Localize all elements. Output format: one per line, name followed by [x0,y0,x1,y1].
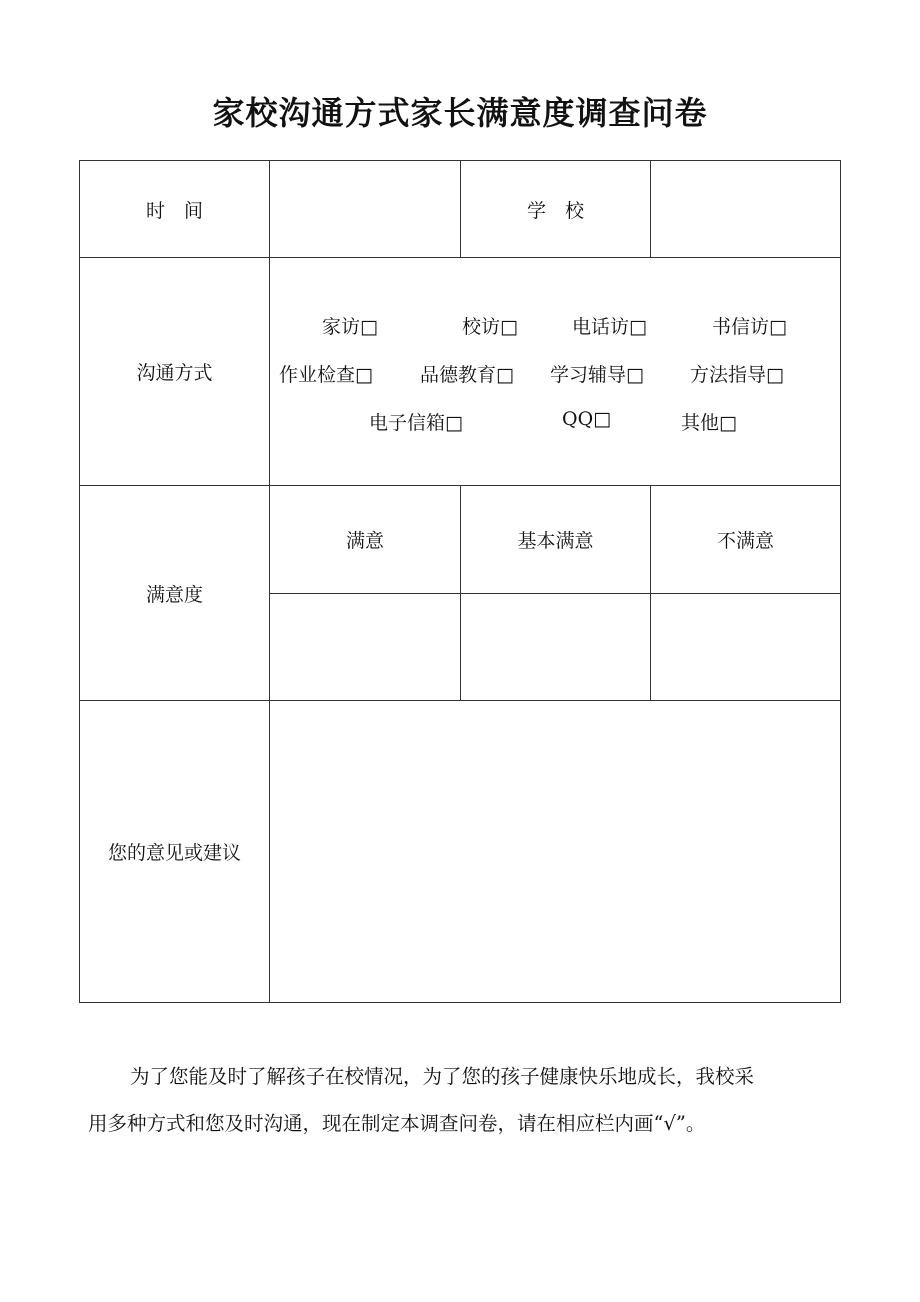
satisfied-header: 满意 [345,530,384,552]
time-label: 时 间 [145,199,203,222]
unsatisfied-header: 不满意 [716,530,774,552]
unsatisfied-mark-cell[interactable] [651,594,840,700]
checkbox-moral-education[interactable]: 品德教育□ [420,364,514,386]
checkbox-phone-visit[interactable]: 电话访□ [572,316,647,338]
page-title: 家校沟通方式家长满意度调查问卷 [212,94,708,132]
basic-satisfied-header: 基本满意 [517,530,594,552]
note-line-2: 用多种方式和您及时沟通，现在制定本调查问卷，请在相应栏内画“√”。 [88,1112,706,1135]
school-field[interactable] [651,161,840,257]
basic-satisfied-mark-cell[interactable] [461,594,650,700]
method-label: 沟通方式 [136,362,213,384]
checkbox-email[interactable]: 电子信箱□ [369,412,463,434]
note-line-1: 为了您能及时了解孩子在校情况，为了您的孩子健康快乐地成长，我校采 [130,1065,755,1088]
suggestion-label: 您的意见或建议 [107,842,241,864]
checkbox-home-visit[interactable]: 家访□ [322,316,378,338]
suggestion-field[interactable] [270,701,840,1002]
checkbox-letter-visit[interactable]: 书信访□ [712,316,787,338]
checkbox-other[interactable]: 其他□ [681,412,737,434]
checkbox-study-tutoring[interactable]: 学习辅导□ [550,364,644,386]
school-label: 学 校 [526,199,584,222]
survey-table [79,160,841,1003]
time-field[interactable] [270,161,460,257]
checkbox-homework-check[interactable]: 作业检查□ [279,364,373,386]
satisfied-mark-cell[interactable] [270,594,460,700]
checkbox-school-visit[interactable]: 校访□ [462,316,518,338]
checkbox-method-guidance[interactable]: 方法指导□ [690,364,784,386]
checkbox-qq[interactable]: QQ□ [562,408,612,430]
satisfaction-label: 满意度 [145,583,203,606]
